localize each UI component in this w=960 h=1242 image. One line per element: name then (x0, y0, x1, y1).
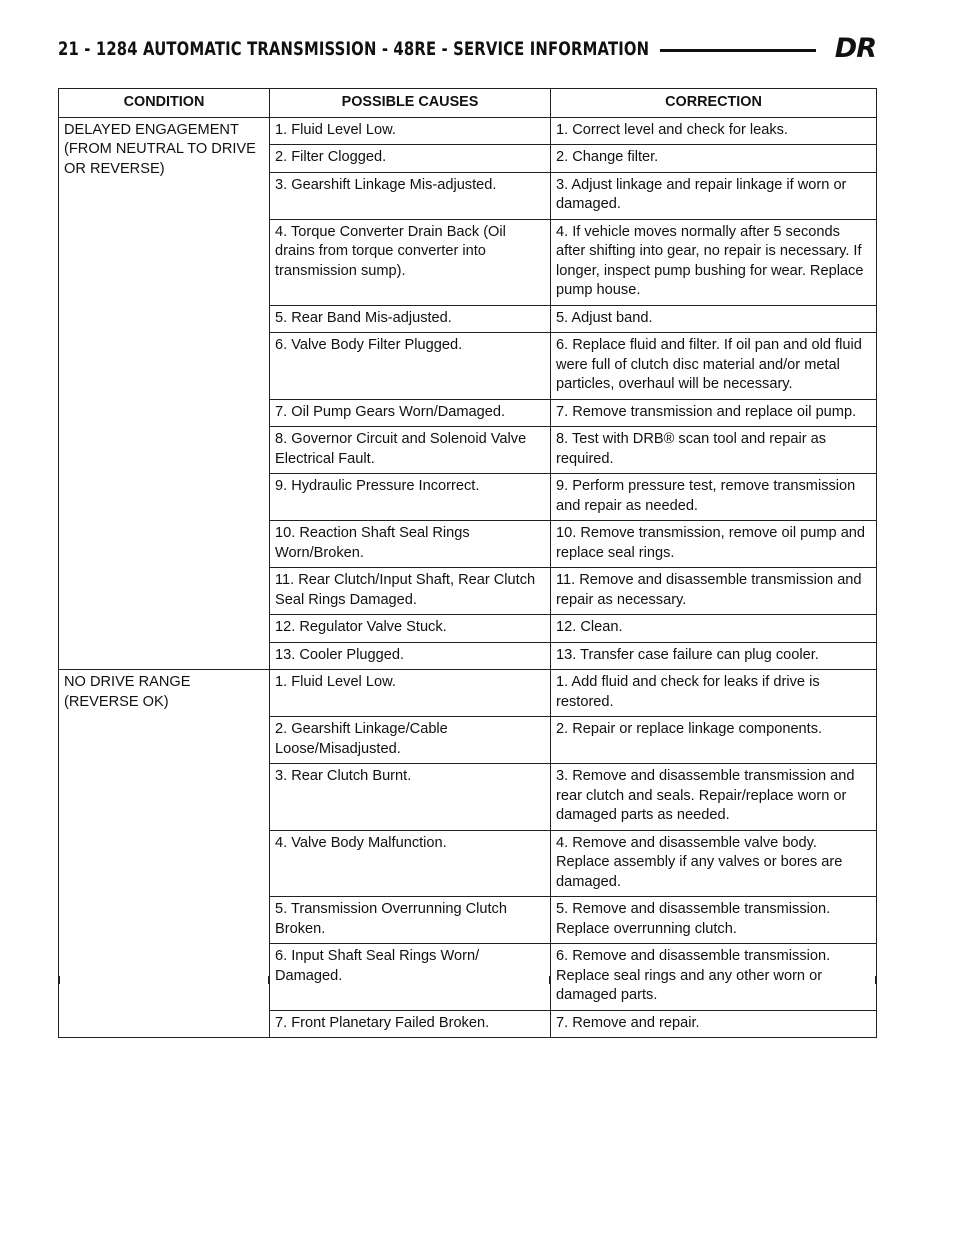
correction-cell: 3. Remove and disassemble transmission and rear clutch and seals. Repair/replace worn or damaged parts as needed. (551, 764, 877, 831)
correction-cell: 12. Clean. (551, 615, 877, 643)
table-body (59, 117, 877, 1038)
diagnosis-table (58, 88, 877, 1038)
cause-cell: 6. Valve Body Filter Plugged. (270, 333, 551, 400)
cause-cell: 1. Fluid Level Low. (270, 117, 551, 145)
cause-cell: 11. Rear Clutch/Input Shaft, Rear Clutch Seal Rings Damaged. (270, 568, 551, 615)
page-header (58, 34, 878, 68)
table-row (59, 670, 877, 717)
correction-cell: 3. Adjust linkage and repair linkage if worn or damaged. (551, 172, 877, 219)
cause-cell: 3. Gearshift Linkage Mis-adjusted. (270, 172, 551, 219)
cause-cell: 2. Filter Clogged. (270, 145, 551, 173)
correction-cell: 7. Remove and repair. (551, 1010, 877, 1038)
correction-cell: 8. Test with DRB® scan tool and repair as required. (551, 427, 877, 474)
cause-cell: 3. Rear Clutch Burnt. (270, 764, 551, 831)
column-tail-right (875, 976, 877, 984)
column-tail-1 (268, 976, 270, 984)
correction-cell: 1. Correct level and check for leaks. (551, 117, 877, 145)
page-title: 21 - 1284 AUTOMATIC TRANSMISSION - 48RE - SERVICE INFORMATION (58, 38, 650, 60)
cause-cell: 2. Gearshift Linkage/Cable Loose/Misadjusted. (270, 717, 551, 764)
correction-cell: 6. Remove and disassemble transmission. Replace seal rings and any other worn or damaged parts. (551, 944, 877, 1011)
dr-logo: DR (834, 33, 876, 64)
cause-cell: 6. Input Shaft Seal Rings Worn/ Damaged. (270, 944, 551, 1011)
column-header-causes: POSSIBLE CAUSES (270, 89, 551, 118)
correction-cell: 2. Change filter. (551, 145, 877, 173)
correction-cell: 10. Remove transmission, remove oil pump and replace seal rings. (551, 521, 877, 568)
condition-cell: DELAYED ENGAGEMENT (FROM NEUTRAL TO DRIVE OR REVERSE) (59, 117, 270, 670)
correction-cell: 9. Perform pressure test, remove transmission and repair as needed. (551, 474, 877, 521)
correction-cell: 5. Adjust band. (551, 305, 877, 333)
correction-cell: 4. If vehicle moves normally after 5 seconds after shifting into gear, no repair is necessary. If longer, inspect pump bushing for wear. Replace pump house. (551, 219, 877, 305)
correction-cell: 13. Transfer case failure can plug cooler. (551, 642, 877, 670)
cause-cell: 13. Cooler Plugged. (270, 642, 551, 670)
correction-cell: 1. Add fluid and check for leaks if drive is restored. (551, 670, 877, 717)
cause-cell: 5. Rear Band Mis-adjusted. (270, 305, 551, 333)
cause-cell: 4. Valve Body Malfunction. (270, 830, 551, 897)
table-header-row (59, 89, 877, 118)
cause-cell: 7. Oil Pump Gears Worn/Damaged. (270, 399, 551, 427)
correction-cell: 4. Remove and disassemble valve body. Replace assembly if any valves or bores are damaged. (551, 830, 877, 897)
correction-cell: 5. Remove and disassemble transmission. Replace overrunning clutch. (551, 897, 877, 944)
correction-cell: 6. Replace fluid and filter. If oil pan and old fluid were full of clutch disc material and/or metal particles, overhaul will be necessary. (551, 333, 877, 400)
correction-cell: 11. Remove and disassemble transmission and repair as necessary. (551, 568, 877, 615)
column-tail-2 (549, 976, 551, 984)
header-rule (660, 49, 816, 52)
condition-cell: NO DRIVE RANGE (REVERSE OK) (59, 670, 270, 1038)
cause-cell: 1. Fluid Level Low. (270, 670, 551, 717)
cause-cell: 9. Hydraulic Pressure Incorrect. (270, 474, 551, 521)
cause-cell: 12. Regulator Valve Stuck. (270, 615, 551, 643)
cause-cell: 7. Front Planetary Failed Broken. (270, 1010, 551, 1038)
column-header-condition: CONDITION (59, 89, 270, 118)
correction-cell: 2. Repair or replace linkage components. (551, 717, 877, 764)
column-header-correction: CORRECTION (551, 89, 877, 118)
correction-cell: 7. Remove transmission and replace oil pump. (551, 399, 877, 427)
table-row (59, 117, 877, 145)
cause-cell: 4. Torque Converter Drain Back (Oil drains from torque converter into transmission sump). (270, 219, 551, 305)
column-tail-left (58, 976, 60, 984)
cause-cell: 8. Governor Circuit and Solenoid Valve Electrical Fault. (270, 427, 551, 474)
cause-cell: 10. Reaction Shaft Seal Rings Worn/Broken. (270, 521, 551, 568)
cause-cell: 5. Transmission Overrunning Clutch Broken. (270, 897, 551, 944)
